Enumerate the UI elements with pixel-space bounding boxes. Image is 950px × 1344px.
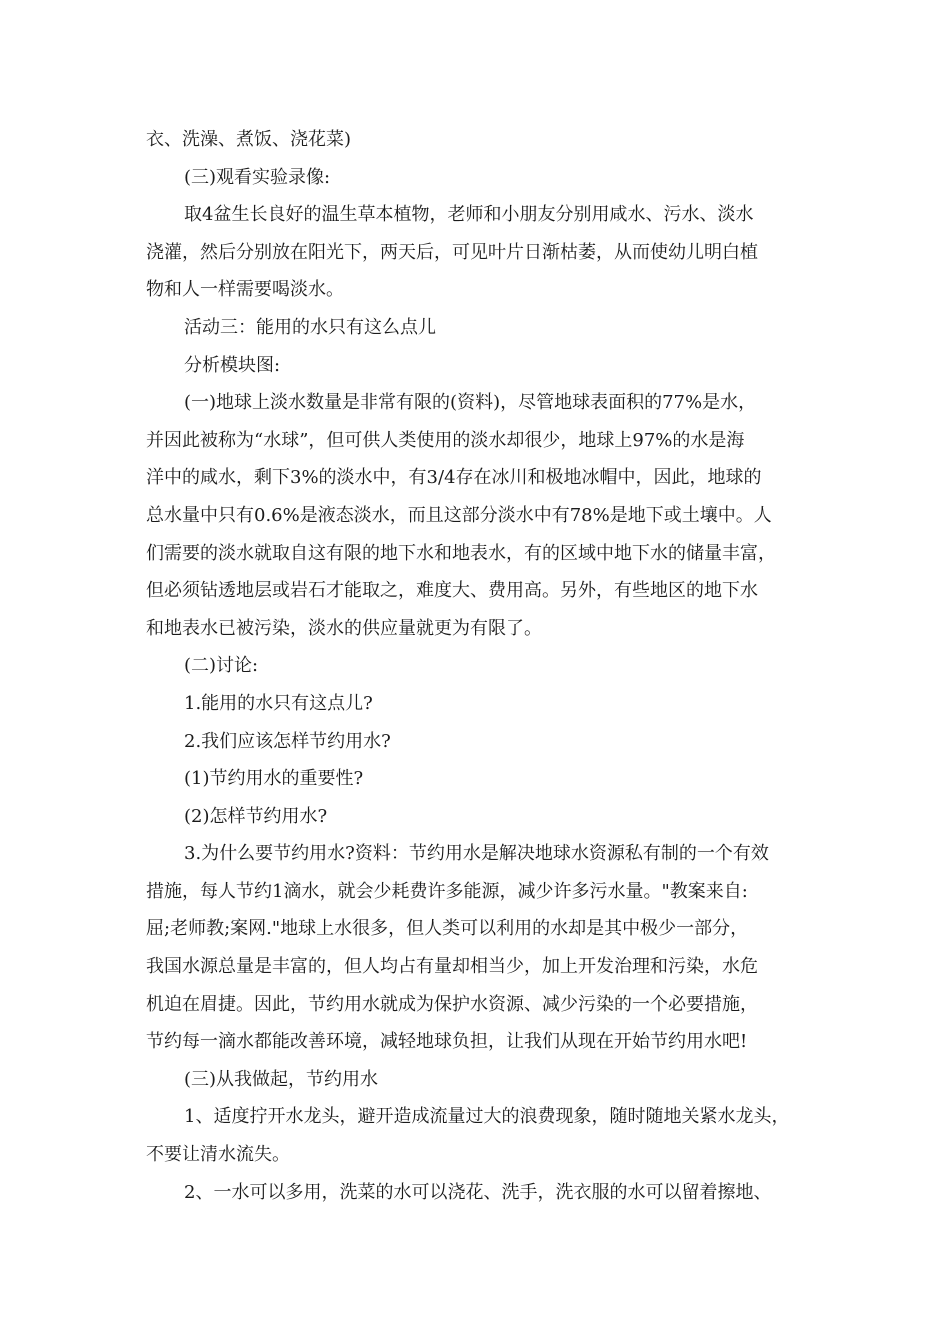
text-line: 我国水源总量是丰富的，但人均占有量却相当少，加上开发治理和污染，水危 — [146, 956, 758, 978]
text-line: 2.我们应该怎样节约用水? — [184, 730, 391, 752]
text-line: 屈;老师教;案网."地球上水很多，但人类可以利用的水却是其中极少一部分， — [146, 918, 749, 940]
text-line: 措施，每人节约1滴水，就会少耗费许多能源，减少许多污水量。"教案来自: — [146, 880, 748, 902]
text-line: 不要让清水流失。 — [146, 1144, 290, 1166]
text-line: 3.为什么要节约用水?资料：节约用水是解决地球水资源私有制的一个有效 — [184, 843, 769, 865]
text-line: 取4盆生长良好的温生草本植物，老师和小朋友分别用咸水、污水、淡水 — [184, 204, 754, 226]
text-line: 洋中的咸水，剩下3%的淡水中，有3/4存在冰川和极地冰帽中，因此，地球的 — [146, 467, 762, 489]
text-line: (一)地球上淡水数量是非常有限的(资料)，尽管地球表面积的77%是水， — [184, 392, 757, 414]
text-line: 但必须钻透地层或岩石才能取之，难度大、费用高。另外，有些地区的地下水 — [146, 580, 758, 602]
text-line: 节约每一滴水都能改善环境，减轻地球负担，让我们从现在开始节约用水吧! — [146, 1031, 748, 1053]
text-line: 总水量中只有0.6%是液态淡水，而且这部分淡水中有78%是地下或土壤中。人 — [146, 504, 772, 526]
text-line: (三)从我做起，节约用水 — [184, 1068, 379, 1090]
document-page — [146, 121, 810, 1211]
text-line: (2)怎样节约用水? — [184, 805, 328, 827]
text-line: 和地表水已被污染，淡水的供应量就更为有限了。 — [146, 617, 542, 639]
text-line: (二)讨论: — [184, 655, 259, 677]
text-line: 并因此被称为“水球”，但可供人类使用的淡水却很少，地球上97%的水是海 — [146, 429, 745, 451]
text-line: 1、适度拧开水龙头，避开造成流量过大的浪费现象，随时随地关紧水龙头， — [184, 1106, 790, 1128]
text-line: 衣、洗澡、煮饭、浇花菜) — [146, 129, 352, 150]
text-line: 活动三：能用的水只有这么点儿 — [184, 316, 436, 338]
text-line: 物和人一样需要喝淡水。 — [146, 279, 344, 301]
text-line: 浇灌，然后分别放在阳光下，两天后，可见叶片日渐枯萎，从而使幼儿明白植 — [146, 241, 758, 263]
text-line: 1.能用的水只有这点儿? — [184, 692, 373, 714]
text-line: 机迫在眉捷。因此，节约用水就成为保护水资源、减少污染的一个必要措施， — [146, 993, 758, 1015]
text-line: 2、一水可以多用，洗菜的水可以浇花、洗手，洗衣服的水可以留着擦地、 — [184, 1181, 772, 1203]
text-line: 分析模块图: — [184, 354, 281, 376]
document-body — [146, 121, 810, 1211]
text-line: (1)节约用水的重要性? — [184, 768, 364, 790]
text-line: (三)观看实验录像: — [184, 166, 331, 188]
text-line: 们需要的淡水就取自这有限的地下水和地表水，有的区域中地下水的储量丰富， — [146, 542, 776, 564]
